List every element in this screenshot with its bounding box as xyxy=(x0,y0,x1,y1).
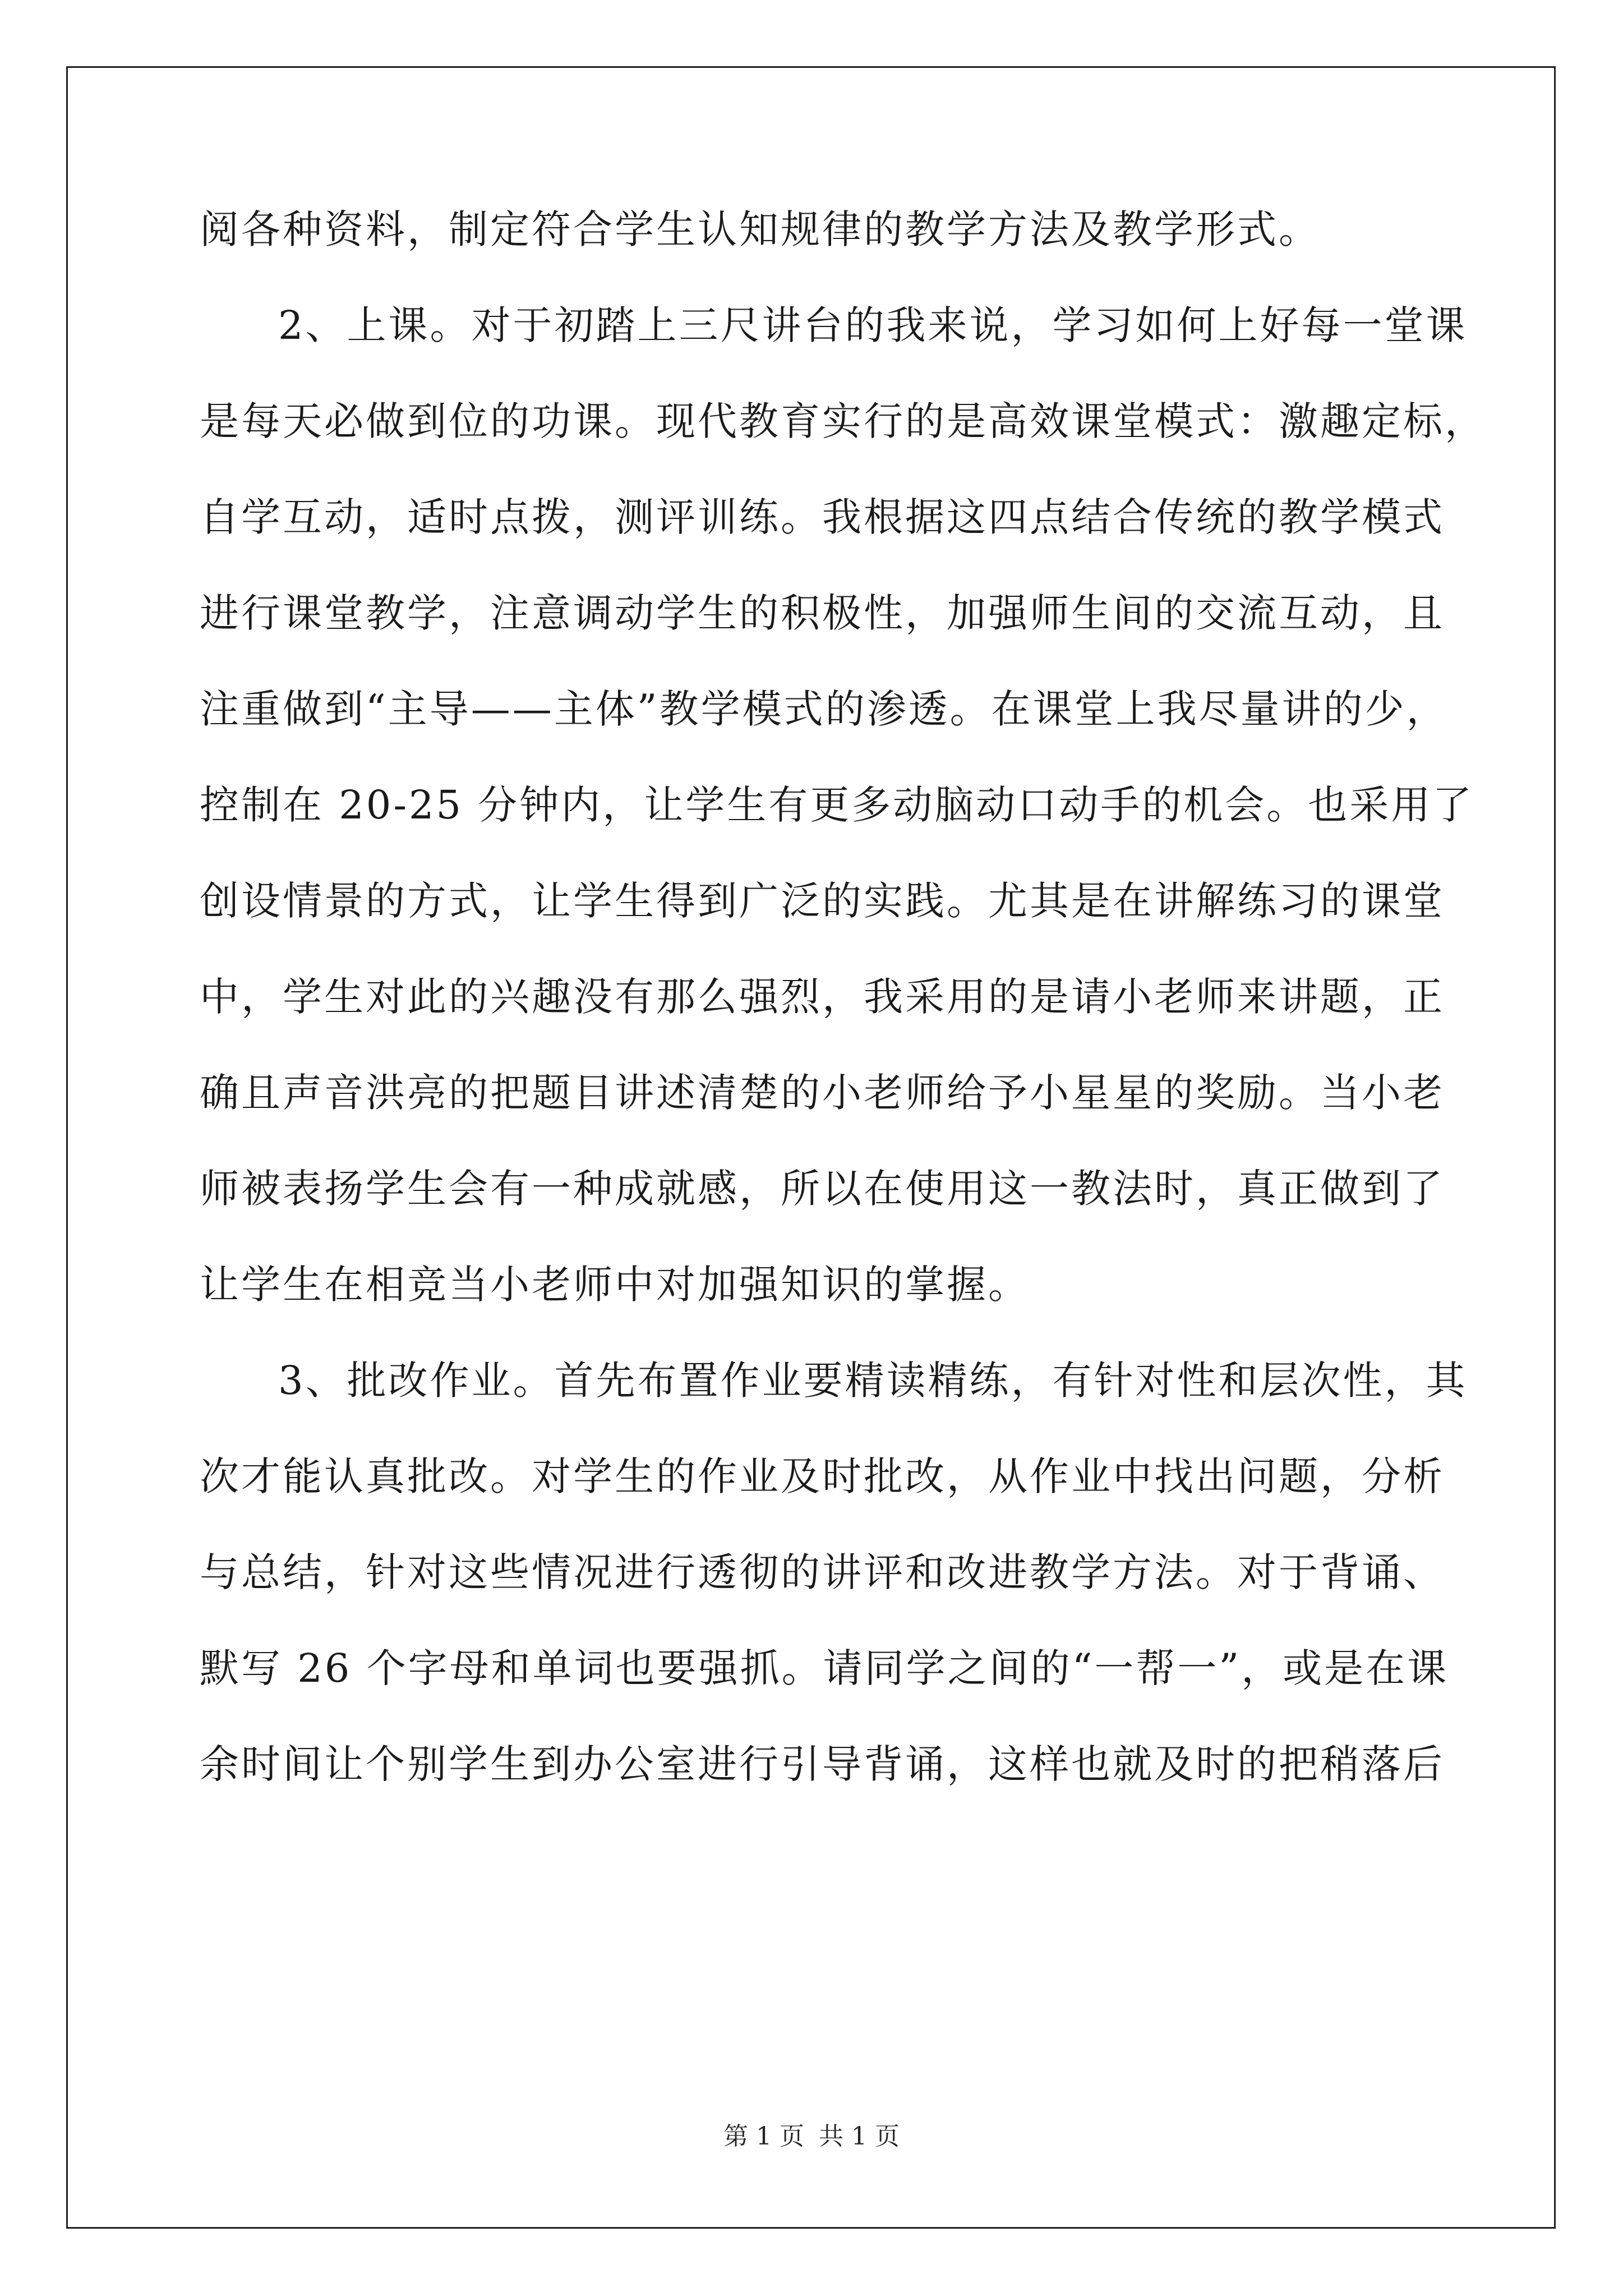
text-line: 余时间让个别学生到办公室进行引导背诵，这样也就及时的把稍落后 xyxy=(200,1741,1445,1787)
text-line: 与总结，针对这些情况进行透彻的讲评和改进教学方法。对于背诵、 xyxy=(200,1549,1445,1595)
text-line: 自学互动，适时点拨，测评训练。我根据这四点结合传统的教学模式 xyxy=(200,494,1445,540)
paragraph-start-line: 2、上课。对于初踏上三尺讲台的我来说，学习如何上好每一堂课 xyxy=(278,302,1468,348)
text-line: 确且声音洪亮的把题目讲述清楚的小老师给予小星星的奖励。当小老 xyxy=(200,1070,1445,1116)
text-line: 创设情景的方式，让学生得到广泛的实践。尤其是在讲解练习的课堂 xyxy=(200,878,1445,924)
text-line: 让学生在相竞当小老师中对加强知识的掌握。 xyxy=(200,1262,1030,1308)
page-total: 共 1 页 xyxy=(819,2122,900,2151)
page-footer xyxy=(0,2123,1623,2151)
text-line: 控制在 20-25 分钟内，让学生有更多动脑动口动手的机会。也采用了 xyxy=(200,782,1474,828)
text-line: 注重做到“主导——主体”教学模式的渗透。在课堂上我尽量讲的少， xyxy=(200,686,1448,732)
text-line: 师被表扬学生会有一种成就感，所以在使用这一教法时，真正做到了 xyxy=(200,1166,1445,1212)
text-line: 进行课堂教学，注意调动学生的积极性，加强师生间的交流互动，且 xyxy=(200,590,1445,636)
text-line: 中，学生对此的兴趣没有那么强烈，我采用的是请小老师来讲题，正 xyxy=(200,974,1445,1020)
document-body xyxy=(200,206,1486,1841)
page-number: 第 1 页 xyxy=(723,2122,804,2151)
text-line: 是每天必做到位的功课。现代教育实行的是高效课堂模式：激趣定标， xyxy=(200,398,1486,444)
text-line: 阅各种资料，制定符合学生认知规律的教学方法及教学形式。 xyxy=(200,206,1320,252)
text-line: 次才能认真批改。对学生的作业及时批改，从作业中找出问题，分析 xyxy=(200,1453,1445,1499)
paragraph-start-line: 3、批改作业。首先布置作业要精读精练，有针对性和层次性，其 xyxy=(278,1358,1468,1404)
text-line: 默写 26 个字母和单词也要强抓。请同学之间的“一帮一”，或是在课 xyxy=(200,1645,1449,1691)
